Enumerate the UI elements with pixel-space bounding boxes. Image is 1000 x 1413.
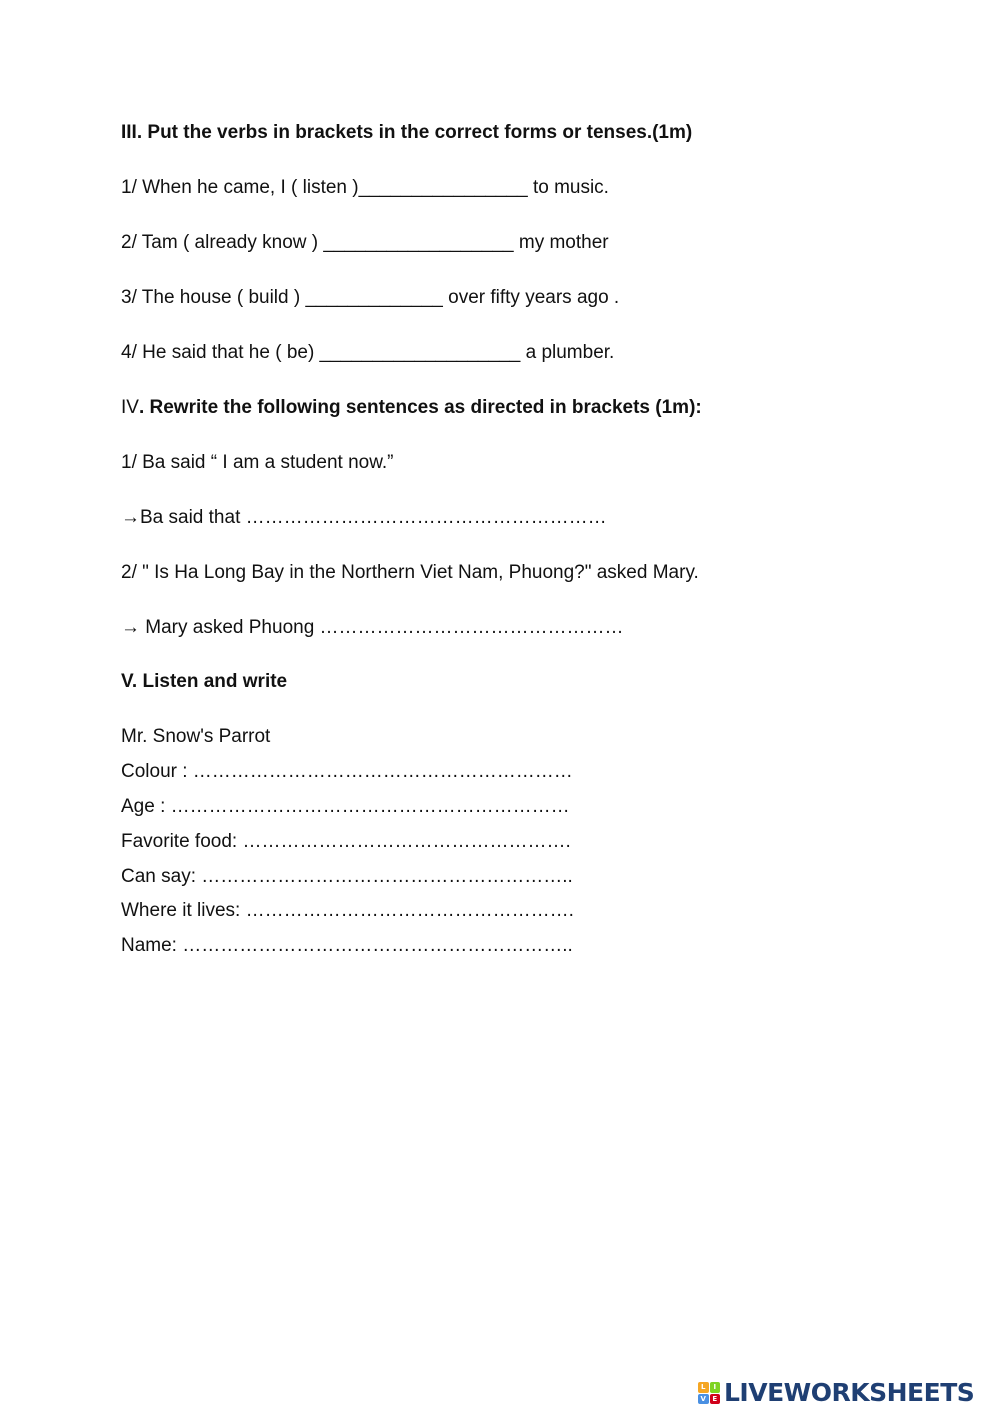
field-age: Age : ……………………………………………………… — [121, 796, 570, 817]
section-4-question-1: 1/ Ba said “ I am a student now.” — [121, 452, 394, 473]
liveworksheets-logo — [698, 1380, 974, 1406]
section-3-item-3: 3/ The house ( build ) _____________ over fifty years ago . — [121, 287, 620, 308]
section-4-answer-2: → Mary asked Phuong ………………………………………… — [121, 617, 624, 638]
field-can-say: Can say: ………………………………………………….. — [121, 866, 573, 887]
section-3-heading: III. Put the verbs in brackets in the correct forms or tenses.(1m) — [121, 122, 693, 143]
section-4-answer-1: →Ba said that ………………………………………………… — [121, 507, 607, 528]
section-3-item-2: 2/ Tam ( already know ) __________________ my mother — [121, 232, 609, 253]
section-3-item-4: 4/ He said that he ( be) ___________________ a plumber. — [121, 342, 615, 363]
liveworksheets-logo-text: LIVEWORKSHEETS — [724, 1378, 975, 1407]
section-4-heading — [121, 397, 702, 419]
logo-mark-letter: E — [710, 1394, 721, 1405]
section-4-heading-text: . Rewrite the following sentences as directed in brackets (1m): — [138, 397, 702, 418]
field-where-it-lives: Where it lives: ……………………………………………. — [121, 900, 574, 921]
logo-mark-letter: V — [698, 1394, 709, 1405]
liveworksheets-logo-icon — [698, 1382, 720, 1404]
field-favorite-food: Favorite food: ……………………………………………. — [121, 831, 571, 852]
logo-mark-letter: L — [698, 1382, 709, 1393]
section-4-question-2: 2/ " Is Ha Long Bay in the Northern Viet Nam, Phuong?" asked Mary. — [121, 562, 699, 583]
section-3-item-1: 1/ When he came, I ( listen )________________ to music. — [121, 177, 609, 198]
section-5-title: Mr. Snow's Parrot — [121, 726, 271, 747]
logo-mark-letter: I — [710, 1382, 721, 1393]
section-5-heading: V. Listen and write — [121, 671, 288, 692]
field-name: Name: …………………………………………………….. — [121, 935, 573, 956]
section-4-heading-prefix: IV — [121, 397, 139, 418]
field-colour: Colour : …………………………………………………… — [121, 761, 573, 782]
